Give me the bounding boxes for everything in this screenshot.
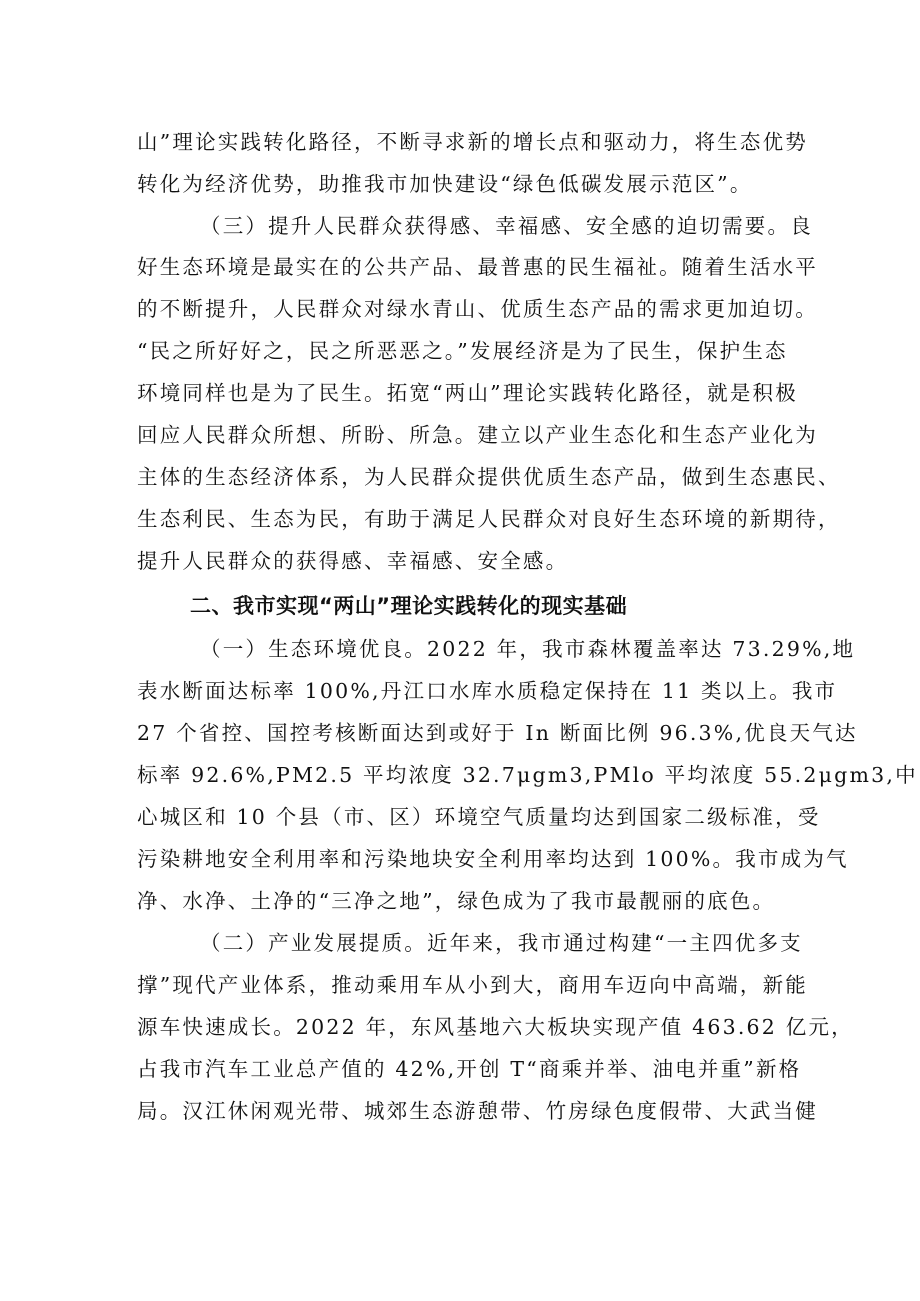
paragraph-line: 生态利民、生态为民，有助于满足人民群众对良好生态环境的新期待， bbox=[137, 507, 841, 531]
paragraph-line: 27 个省控、国控考核断面达到或好于 In 断面比例 96.3%,优良天气达 bbox=[137, 721, 858, 745]
paragraph-line: 净、水净、土净的“三净之地”，绿色成为了我市最靓丽的底色。 bbox=[137, 889, 776, 913]
paragraph-line: 占我市汽车工业总产值的 42%,开创 T“商乘并举、油电并重”新格 bbox=[137, 1057, 802, 1081]
paragraph-line: 好生态环境是最实在的公共产品、最普惠的民生福祉。随着生活水平 bbox=[137, 255, 818, 279]
paragraph-line: 回应人民群众所想、所盼、所急。建立以产业生态化和生态产业化为 bbox=[137, 423, 818, 447]
paragraph-line: 污染耕地安全利用率和污染地块安全利用率均达到 100%。我市成为气 bbox=[137, 847, 849, 871]
paragraph-line: 转化为经济优势，助推我市加快建设“绿色低碳发展示范区”。 bbox=[137, 172, 753, 196]
paragraph-line: 提升人民群众的获得感、幸福感、安全感。 bbox=[137, 549, 569, 573]
paragraph-line: 标率 92.6%,PM2.5 平均浓度 32.7μgm3,PMlo 平均浓度 55.2μgm3,中 bbox=[137, 763, 918, 787]
paragraph-line: 心城区和 10 个县（市、区）环境空气质量均达到国家二级标准，受 bbox=[137, 805, 821, 829]
paragraph-line: 主体的生态经济体系，为人民群众提供优质生态产品，做到生态惠民、 bbox=[137, 465, 841, 489]
paragraph-line: 撑”现代产业体系，推动乘用车从小到大，商用车迈向中高端，新能 bbox=[137, 973, 808, 997]
paragraph-line: 源车快速成长。2022 年，东风基地六大板块实现产值 463.62 亿元， bbox=[137, 1015, 854, 1039]
paragraph-line: 局。汉江休闲观光带、城郊生态游憩带、竹房绿色度假带、大武当健 bbox=[137, 1099, 818, 1123]
section-heading: 二、我市实现“两山”理论实践转化的现实基础 bbox=[190, 594, 628, 618]
paragraph-line: “民之所好好之，民之所恶恶之。”发展经济是为了民生，保护生态 bbox=[137, 339, 788, 363]
paragraph-line: 山”理论实践转化路径，不断寻求新的增长点和驱动力，将生态优势 bbox=[137, 130, 808, 154]
paragraph-line: 环境同样也是为了民生。拓宽“两山”理论实践转化路径，就是积极 bbox=[137, 381, 798, 405]
paragraph-line: （一）生态环境优良。2022 年，我市森林覆盖率达 73.29%,地 bbox=[200, 637, 856, 661]
paragraph-line: （三）提升人民群众获得感、幸福感、安全感的迫切需要。良 bbox=[200, 214, 813, 238]
paragraph-line: 的不断提升，人民群众对绿水青山、优质生态产品的需求更加迫切。 bbox=[137, 297, 818, 321]
paragraph-line: 表水断面达标率 100%,丹江口水库水质稳定保持在 11 类以上。我市 bbox=[137, 679, 838, 703]
paragraph-line: （二）产业发展提质。近年来，我市通过构建“一主四优多支 bbox=[200, 931, 803, 955]
